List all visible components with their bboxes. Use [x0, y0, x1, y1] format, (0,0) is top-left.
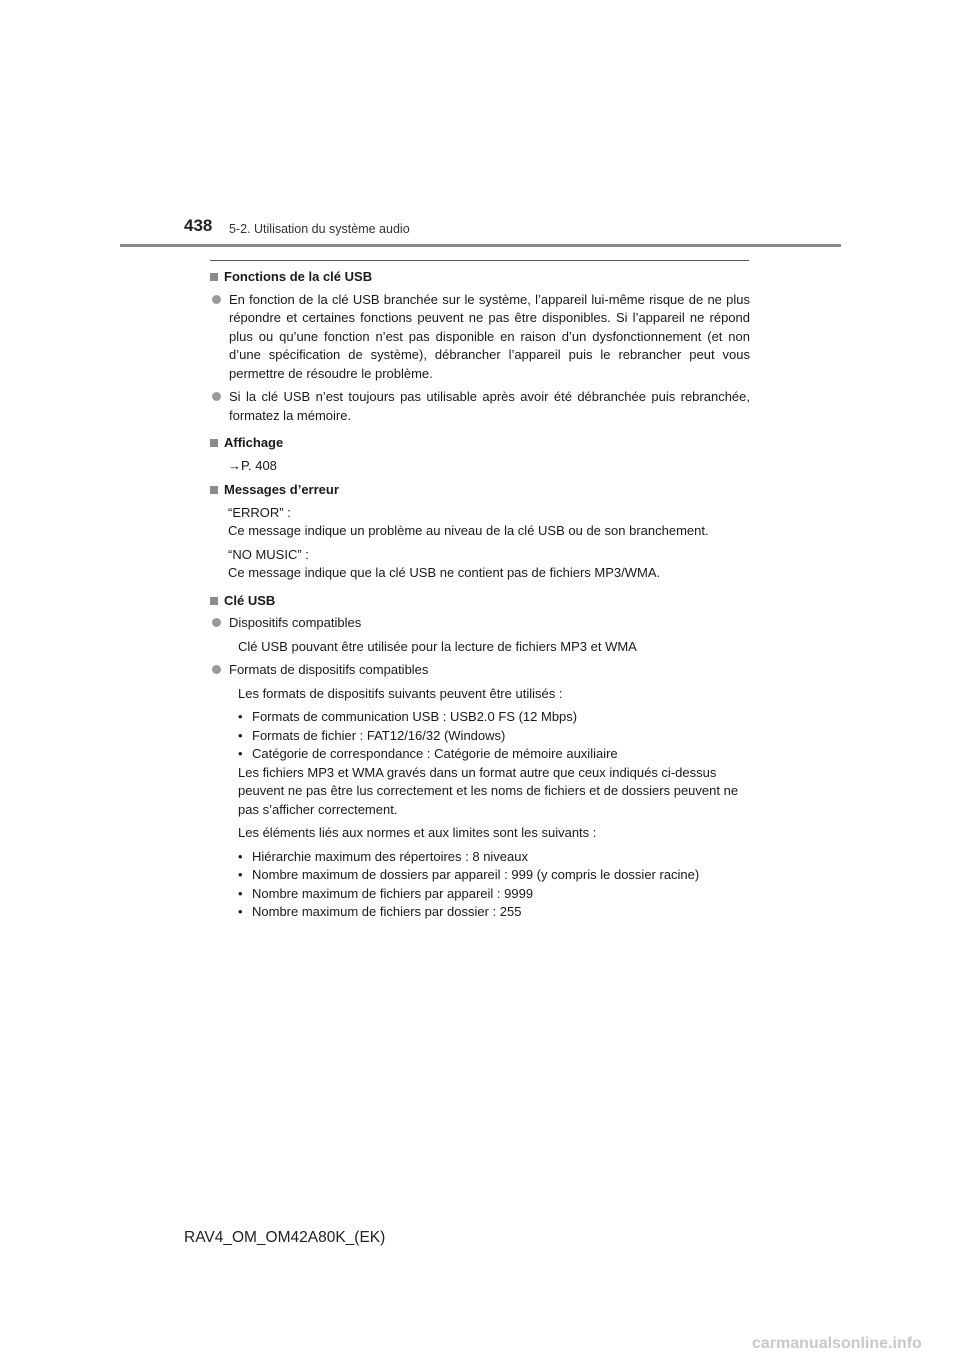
section-title: 5-2. Utilisation du système audio	[229, 222, 410, 236]
heading-errors: Messages d’erreur	[210, 481, 750, 500]
list-item: • Nombre maximum de fichiers par appareil : 9999	[238, 885, 534, 901]
list-item: Dispositifs compatibles	[210, 614, 750, 633]
page-content	[210, 268, 750, 922]
page-number: 438	[184, 216, 213, 235]
list-item: • Nombre maximum de dossiers par appareil : 999 (y compris le dossier racine)	[238, 867, 700, 882]
error-code: “ERROR” :	[228, 504, 291, 520]
compatible-description: Clé USB pouvant être utilisée pour la lecture de fichiers MP3 et WMA	[238, 638, 637, 654]
list-item: • Formats de communication USB : USB2.0 FS (12 Mbps)	[238, 709, 578, 724]
list-item: • Formats de fichier : FAT12/16/32 (Windows)	[238, 727, 506, 743]
formats-note: Les fichiers MP3 et WMA gravés dans un format autre que ceux indiqués ci-dessus peuvent ne pas être lus correctement et les noms de fichiers et de dossiers peuvent ne pas s’afficher correctement.	[238, 764, 739, 817]
header-divider	[120, 244, 841, 247]
nomusic-code: “NO MUSIC” :	[228, 546, 309, 562]
square-bullet-icon	[210, 597, 218, 605]
heading-display: Affichage	[210, 434, 750, 453]
list-item: Si la clé USB n’est toujours pas utilisable après avoir été débranchée puis rebranchée, formatez la mémoire.	[210, 388, 750, 425]
list-item: • Catégorie de correspondance : Catégorie de mémoire auxiliaire	[238, 746, 618, 761]
list-item: • Hiérarchie maximum des répertoires : 8 niveaux	[238, 848, 528, 864]
error-description: Ce message indique un problème au niveau de la clé USB ou de son branchement.	[228, 523, 709, 538]
document-code: RAV4_OM_OM42A80K_(EK)	[184, 1229, 386, 1246]
formats-intro: Les formats de dispositifs suivants peuvent être utilisés :	[238, 685, 563, 701]
watermark: carmanualsonline.info	[752, 1335, 922, 1352]
list-item: • Nombre maximum de fichiers par dossier : 255	[238, 904, 522, 919]
heading-usb-key: Clé USB	[210, 592, 750, 611]
square-bullet-icon	[210, 273, 218, 281]
circle-bullet-icon	[212, 618, 221, 627]
list-item: En fonction de la clé USB branchée sur le système, l’appareil lui-même risque de ne plus répondre et certaines fonctions peuvent ne pas être disponibles. Si l’appareil ne répond plus ou qu’une fonction n’est pas disponible en raison d’un dysfonctionnement (et non d’une spécification de système), débrancher l’appareil puis le rebrancher peut vous permettre de résoudre le problème.	[210, 291, 750, 384]
circle-bullet-icon	[212, 392, 221, 401]
page-reference: →P. 408	[228, 457, 277, 473]
nomusic-block	[228, 546, 750, 583]
square-bullet-icon	[210, 486, 218, 494]
page-header	[0, 0, 960, 250]
list-item: Formats de dispositifs compatibles	[210, 661, 750, 680]
square-bullet-icon	[210, 439, 218, 447]
circle-bullet-icon	[212, 665, 221, 674]
formats-list	[238, 708, 750, 764]
limits-list	[238, 848, 750, 922]
error-block	[228, 504, 750, 541]
content-divider	[210, 260, 749, 261]
limits-intro: Les éléments liés aux normes et aux limites sont les suivants :	[238, 825, 597, 840]
nomusic-description: Ce message indique que la clé USB ne contient pas de fichiers MP3/WMA.	[228, 565, 661, 580]
circle-bullet-icon	[212, 295, 221, 304]
heading-usb-functions: Fonctions de la clé USB	[210, 268, 750, 287]
